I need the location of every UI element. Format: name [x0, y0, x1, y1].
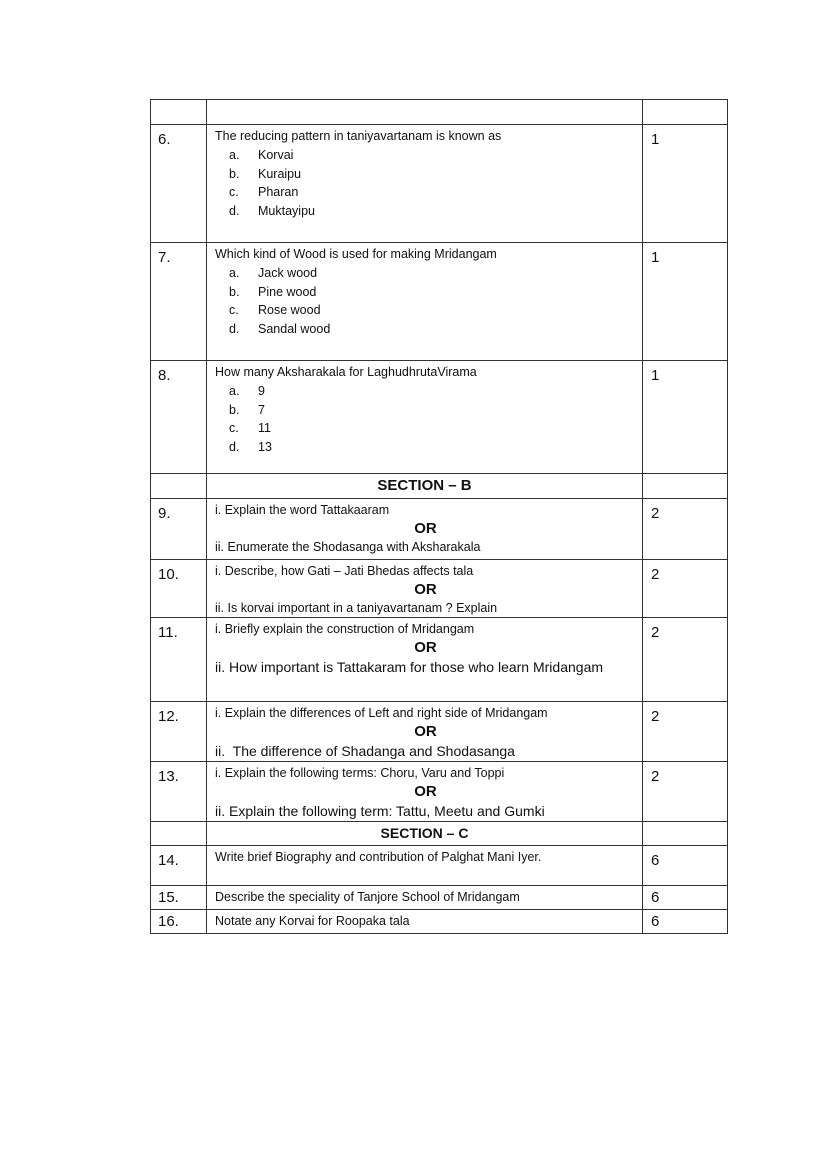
- question-text: How many Aksharakala for LaghudhrutaVirama: [215, 365, 477, 379]
- question-marks: 6: [643, 846, 728, 886]
- option-text: 11: [258, 421, 271, 435]
- question-number: 14.: [151, 846, 207, 886]
- question-number: 15.: [151, 886, 207, 910]
- option-letter: b.: [229, 402, 240, 417]
- option-letter: d.: [229, 203, 240, 218]
- option-text: Jack wood: [258, 266, 318, 280]
- header-cell-marks: [643, 100, 728, 125]
- section-header-row: [151, 822, 728, 846]
- option-item: [229, 420, 636, 439]
- question-number: 7.: [151, 243, 207, 361]
- option-letter: c.: [229, 303, 239, 317]
- choice-one-text: i. Describe, how Gati – Jati Bhedas affects tala: [215, 564, 474, 578]
- question-row: [151, 886, 728, 910]
- question-cell: [207, 560, 643, 618]
- option-item: [229, 321, 636, 340]
- question-text: Which kind of Wood is used for making Mridangam: [215, 247, 497, 261]
- option-item: [229, 147, 636, 166]
- option-text: Muktayipu: [258, 203, 315, 218]
- options-list: [215, 265, 636, 339]
- question-number: 11.: [151, 618, 207, 702]
- question-text: Describe the speciality of Tanjore School of Mridangam: [207, 886, 643, 910]
- option-text: Pharan: [258, 185, 299, 199]
- section-header-row: [151, 474, 728, 499]
- option-text: 7: [258, 402, 265, 417]
- section-title: SECTION – C: [207, 822, 643, 846]
- section-title: SECTION – B: [207, 474, 643, 499]
- option-letter: b.: [229, 284, 240, 299]
- question-number: 6.: [151, 125, 207, 243]
- choice-one-text: i. Explain the following terms: Choru, Varu and Toppi: [215, 766, 505, 780]
- question-cell: [207, 499, 643, 560]
- option-letter: c.: [229, 185, 239, 199]
- question-marks: 2: [643, 618, 728, 702]
- option-letter: a.: [229, 148, 240, 162]
- question-marks: 1: [643, 125, 728, 243]
- question-text: Write brief Biography and contribution of Palghat Mani Iyer.: [207, 846, 643, 886]
- question-table: [150, 99, 728, 934]
- header-cell-number: [151, 100, 207, 125]
- option-item: [229, 302, 636, 321]
- question-cell: [207, 243, 643, 361]
- question-row: [151, 499, 728, 560]
- question-marks: 1: [643, 243, 728, 361]
- choice-two-text: ii. Enumerate the Shodasanga with Aksharakala: [215, 540, 481, 554]
- option-item: [229, 265, 636, 284]
- question-number: 10.: [151, 560, 207, 618]
- option-item: [229, 402, 636, 421]
- option-text: 13: [258, 439, 272, 454]
- question-row: [151, 125, 728, 243]
- question-number: 13.: [151, 762, 207, 822]
- question-number: 16.: [151, 910, 207, 934]
- option-text: Kuraipu: [258, 166, 302, 181]
- question-row: [151, 910, 728, 934]
- question-marks: 1: [643, 361, 728, 474]
- question-cell: [207, 125, 643, 243]
- question-cell: [207, 618, 643, 702]
- or-label: OR: [414, 783, 437, 800]
- option-item: [229, 166, 636, 185]
- question-row: [151, 560, 728, 618]
- choice-one-text: i. Explain the differences of Left and right side of Mridangam: [215, 706, 548, 720]
- question-number: 9.: [151, 499, 207, 560]
- question-row: [151, 243, 728, 361]
- question-marks: 6: [643, 886, 728, 910]
- question-cell: [207, 702, 643, 762]
- question-row: [151, 618, 728, 702]
- question-text: The reducing pattern in taniyavartanam is known as: [215, 129, 502, 143]
- option-item: [229, 203, 636, 222]
- or-label: OR: [414, 723, 437, 740]
- question-row: [151, 702, 728, 762]
- question-row: [151, 361, 728, 474]
- options-list: [215, 383, 636, 457]
- choice-two-text: ii. Is korvai important in a taniyavartanam ? Explain: [215, 601, 498, 615]
- option-text: Pine wood: [258, 284, 317, 299]
- option-item: [229, 383, 636, 402]
- or-label: OR: [414, 581, 437, 598]
- option-text: Korvai: [258, 148, 294, 162]
- question-text: Notate any Korvai for Roopaka tala: [207, 910, 643, 934]
- choice-one-text: i. Briefly explain the construction of Mridangam: [215, 622, 475, 636]
- question-number: 12.: [151, 702, 207, 762]
- or-label: OR: [414, 520, 437, 537]
- choice-two-text: ii. Explain the following term: Tattu, Meetu and Gumki: [215, 803, 545, 819]
- option-letter: a.: [229, 266, 240, 280]
- question-cell: [207, 762, 643, 822]
- question-number: 8.: [151, 361, 207, 474]
- option-letter: d.: [229, 321, 240, 336]
- choice-two-text: ii. The difference of Shadanga and Shodasanga: [215, 743, 515, 759]
- option-item: [229, 284, 636, 303]
- option-text: Rose wood: [258, 303, 321, 317]
- option-item: [229, 184, 636, 203]
- option-letter: d.: [229, 439, 240, 454]
- choice-two-text: ii. How important is Tattakaram for those who learn Mridangam: [215, 659, 604, 675]
- option-letter: a.: [229, 384, 240, 398]
- option-text: Sandal wood: [258, 321, 331, 336]
- question-marks: 2: [643, 499, 728, 560]
- or-label: OR: [414, 639, 437, 656]
- question-marks: 2: [643, 762, 728, 822]
- question-row: [151, 846, 728, 886]
- option-text: 9: [258, 384, 265, 398]
- option-letter: b.: [229, 166, 240, 181]
- question-cell: [207, 361, 643, 474]
- question-marks: 2: [643, 560, 728, 618]
- option-item: [229, 439, 636, 458]
- options-list: [215, 147, 636, 221]
- option-letter: c.: [229, 421, 239, 435]
- header-cell-question: [207, 100, 643, 125]
- choice-one-text: i. Explain the word Tattakaaram: [215, 503, 390, 517]
- question-marks: 6: [643, 910, 728, 934]
- header-row: [151, 100, 728, 125]
- question-marks: 2: [643, 702, 728, 762]
- question-row: [151, 762, 728, 822]
